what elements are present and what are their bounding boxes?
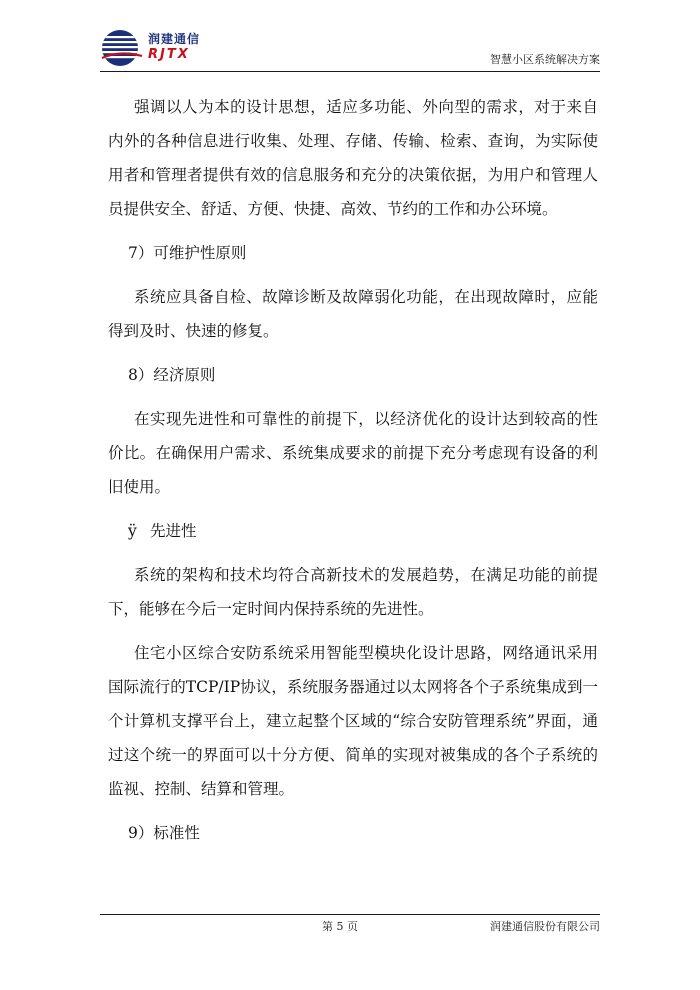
- section-heading: 9）标准性: [128, 824, 200, 842]
- document-body: [108, 90, 598, 860]
- page-number: 第 5 页: [322, 920, 358, 933]
- footer-divider: [100, 914, 600, 915]
- section-heading: 8）经济原则: [128, 366, 216, 384]
- paragraph: 在实现先进性和可靠性的前提下，以经济优化的设计达到较高的性价比。在确保用户需求、系统集成要求的前提下充分考虑现有设备的利旧使用。: [108, 410, 598, 496]
- bullet-item: [108, 514, 598, 548]
- company-name: 润建通信股份有限公司: [490, 920, 600, 933]
- header-divider: [100, 71, 600, 72]
- paragraph: 强调以人为本的设计思想，适应多功能、外向型的需求，对于来自内外的各种信息进行收集、处理、存储、传输、检索、查询，为实际使用者和管理者提供有效的信息服务和充分的决策依据，为用户和管理人员提供安全、舒适、方便、快捷、高效、节约的工作和办公环境。: [108, 98, 598, 218]
- globe-logo-icon: [100, 28, 144, 68]
- page-header: [100, 26, 600, 70]
- logo-english-text: RJTX: [148, 47, 190, 62]
- paragraph: 系统的架构和技术均符合高新技术的发展趋势，在满足功能的前提下，能够在今后一定时间内保持系统的先进性。: [108, 566, 598, 618]
- section-heading: 7）可维护性原则: [128, 244, 247, 262]
- bullet-marker: ÿ: [128, 522, 137, 540]
- company-logo: [100, 28, 250, 68]
- paragraph: 系统应具备自检、故障诊断及故障弱化功能，在出现故障时，应能得到及时、快速的修复。: [108, 288, 598, 340]
- document-title: 智慧小区系统解决方案: [490, 53, 600, 66]
- logo-chinese-text: 润建通信: [148, 32, 201, 46]
- paragraph: 住宅小区综合安防系统采用智能型模块化设计思路，网络通讯采用国际流行的TCP/IP协议，系统服务器通过以太网将各个子系统集成到一个计算机支撑平台上，建立起整个区域的“综合安防管理系统”界面，通过这个统一的界面可以十分方便、简单的实现对被集成的各个子系统的监视、控制、结算和管理。: [108, 644, 598, 798]
- bullet-text: 先进性: [150, 522, 197, 540]
